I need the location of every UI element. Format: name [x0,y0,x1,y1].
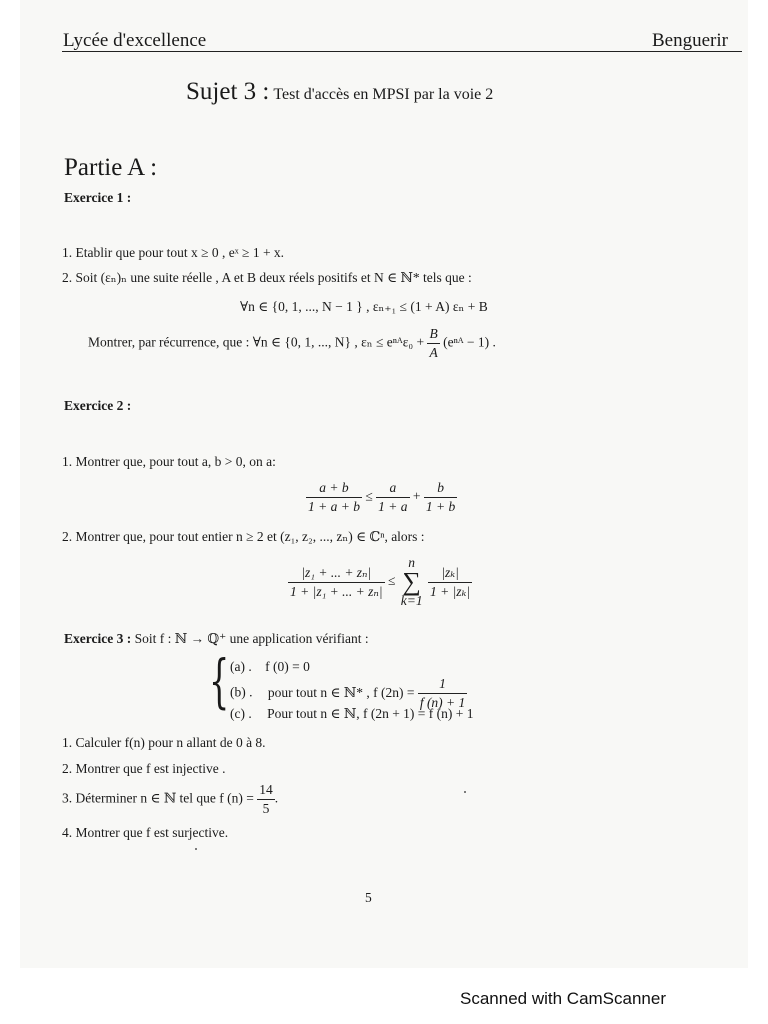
plus-symbol: + [412,488,421,504]
statement-prefix: Montrer, par récurrence, que : ∀n ∈ {0, 1, ..., N} , εₙ ≤ eⁿᴬε₀ + [88,334,425,350]
exercise-2-inequality-1 [306,480,457,515]
exercise-1-heading: Exercice 1 : [64,190,132,205]
fraction-left [288,565,385,600]
condition-b-numerator: 1 [418,676,467,694]
exercise-2-question-2: 2. Montrer que, pour tout entier n ≥ 2 et (z₁, z₂, ..., zₙ) ∈ ℂⁿ, alors : [62,529,425,544]
fraction-1-denominator: 1 + a + b [308,499,360,514]
fraction-numerator: B [427,326,439,344]
summation-symbol [401,556,423,608]
exercise-3-intro-line [64,631,369,647]
part-heading: Partie A : [64,154,158,181]
fraction-3 [424,480,457,515]
statement-suffix: (eⁿᴬ − 1) . [443,334,496,350]
condition-c-text: Pour tout n ∈ ℕ, f (2n + 1) = f (n) + 1 [267,706,474,721]
subject-title [186,78,493,106]
exercise-3-question-1: 1. Calculer f(n) pour n allant de 0 à 8. [62,735,266,750]
fraction-right [428,565,472,600]
question-3-fraction [257,782,275,817]
fraction-right-numerator: |zₖ| [428,565,472,583]
exercise-2-heading: Exercice 2 : [64,398,132,413]
exercise-3-question-2: 2. Montrer que f est injective . [62,761,226,776]
fraction-left-denominator: 1 + |z₁ + ... + zₙ| [290,583,383,599]
exercise-3-question-4: 4. Montrer que f est surjective. [62,825,229,840]
question-3-numerator: 14 [257,782,275,800]
header-rule [62,51,742,52]
fraction-right-denominator: 1 + |zₖ| [429,583,471,599]
exercise-1-statement [88,326,496,361]
scan-speck [464,791,466,793]
question-3-denominator: 5 [262,801,270,816]
question-3-prefix: 3. Déterminer n ∈ ℕ tel que f (n) = [62,790,254,806]
condition-b-label: (b) . [230,684,253,700]
summation-upper-bound: n [408,555,416,570]
subject-description: Test d'accès en MPSI par la voie 2 [273,86,494,103]
exercise-1-question-1: 1. Etablir que pour tout x ≥ 0 , eˣ ≥ 1 + x. [62,245,285,260]
fraction-1 [306,480,362,515]
fraction-2-denominator: 1 + a [378,499,408,514]
exercise-3-question-3 [62,782,278,817]
condition-c [230,706,474,722]
fraction-3-denominator: 1 + b [425,499,456,514]
condition-a-text: f (0) = 0 [265,659,310,674]
exercise-3-intro: Soit f : ℕ → ℚ⁺ une application vérifiant : [134,631,369,646]
condition-b-text: pour tout n ∈ ℕ* , f (2n) = [267,684,415,700]
condition-c-label: (c) . [230,706,252,721]
fraction-b-over-a [427,326,439,361]
fraction-left-numerator: |z₁ + ... + zₙ| [288,565,385,583]
exercise-3-heading: Exercice 3 : [64,631,132,646]
summation-lower-bound: k=1 [400,593,423,608]
header-city: Benguerir [652,30,728,51]
subject-number: Sujet 3 : [186,78,270,105]
exercise-1-hypothesis: ∀n ∈ {0, 1, ..., N − 1 } , εₙ₊₁ ≤ (1 + A) εₙ + B [240,299,488,314]
fraction-1-numerator: a + b [306,480,362,498]
question-3-suffix: . [274,790,279,806]
left-brace: { [209,647,230,715]
fraction-2 [376,480,409,515]
camscanner-watermark: Scanned with CamScanner [460,989,667,1008]
condition-b-denominator: f (n) + 1 [419,695,466,710]
relation-symbol: ≤ [365,488,373,504]
page-number: 5 [365,890,372,905]
exercise-1-question-2: 2. Soit (εₙ)ₙ une suite réelle , A et B deux réels positifs et N ∈ ℕ* tels que : [62,270,472,285]
fraction-3-numerator: b [424,480,457,498]
relation-symbol: ≤ [387,573,396,589]
summation-sigma: ∑ [402,567,421,596]
fraction-denominator: A [429,345,438,360]
condition-a [230,659,310,675]
scan-speck [195,848,197,850]
exercise-2-inequality-2 [288,556,472,608]
fraction-2-numerator: a [376,480,409,498]
condition-a-label: (a) . [230,659,252,674]
header-school: Lycée d'excellence [63,30,207,51]
exercise-2-question-1: 1. Montrer que, pour tout a, b > 0, on a: [62,454,276,469]
